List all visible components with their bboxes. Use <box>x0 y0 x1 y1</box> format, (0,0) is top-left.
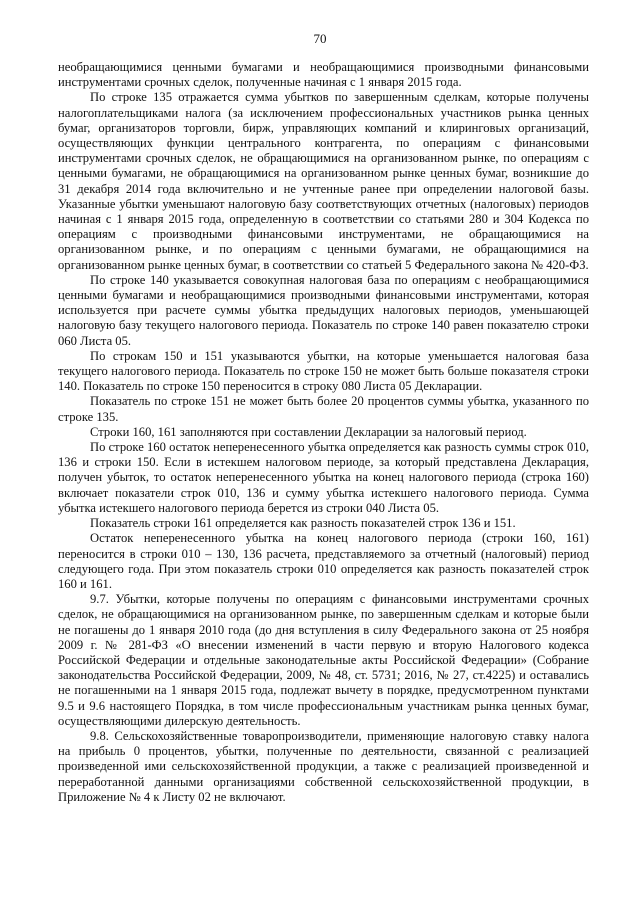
paragraph-line-151-limit: Показатель по строке 151 не может быть более 20 процентов суммы убытка, указанного по строке 135. <box>58 394 589 424</box>
paragraph-lines-160-161: Строки 160, 161 заполняются при составлении Декларации за налоговый период. <box>90 424 527 439</box>
paragraph-continuation: необращающимися ценными бумагами и необращающимися производными финансовыми инструментами срочных сделок, полученные начиная с 1 января 2015 года. <box>58 60 589 90</box>
paragraph-line-161: Показатель строки 161 определяется как разность показателей строк 136 и 151. <box>90 516 516 531</box>
paragraph-line-135: По строке 135 отражается сумма убытков по завершенным сделкам, которые получены налогоплательщиками налога (за исключением профессиональных участников рынка ценных бумаг, организаторов торговли, бирж, управляющих компаний и клиринговых организаций, осуществляющих функции центрального контрагента, по операциям с финансовыми инструментами срочных сделок, не обращающимися на организованном рынке, по операциям с ценными бумагами, не обращающимися на организованном рынке ценных бумаг, возникшие до 31 декабря 2014 года включительно и не учтенные ранее при определении налоговой базы. Указанные убытки уменьшают налоговую базу соответствующих отчетных (налоговых) периодов начиная с 1 января 2015 года, определенную в соответствии со статьями 280 и 304 Кодекса по операциям с производными финансовыми инструментами, не обращающимися на организованном рынке, и по операциям с ценными бумагами, не обращающимися на организованном рынке ценных бумаг, в соответствии со статьей 5 Федерального закона № 420-ФЗ. <box>58 90 589 272</box>
paragraph-line-160: По строке 160 остаток неперенесенного убытка определяется как разность суммы строк 010, 136 и строки 150. Если в истекшем налоговом периоде, за который представлена Декларация, получен убыток, то остаток неперенесенного убытка на конец налогового периода (строка 160) включает показатели строк 010, 136 и сумму убытка истекшего налогового периода. Сумма убытка истекшего налогового периода берется из строки 040 Листа 05. <box>58 440 589 515</box>
paragraph-section-9-7: 9.7. Убытки, которые получены по операциям с финансовыми инструментами срочных сделок, не обращающимися на организованном рынке, по завершенным сделкам и которые были не погашены до 1 января 2010 года (до дня вступления в силу Федерального закона от 25 ноября 2009 г. № 281-ФЗ «О внесении изменений в части первую и вторую Налогового кодекса Российской Федерации и отдельные законодательные акты Российской Федерации» (Собрание законодательства Российской Федерации, 2009, № 48, ст. 5731; 2016, № 27, ст.4225) и оставались не погашенными на 1 января 2015 года, подлежат вычету в порядке, предусмотренном пунктами 9.5 и 9.6 настоящего Порядка, в том числе профессиональным участникам рынка ценных бумаг, осуществляющими дилерскую деятельность. <box>58 592 589 728</box>
paragraph-loss-carryover: Остаток неперенесенного убытка на конец налогового периода (строки 160, 161) переносится в строки 010 – 130, 136 расчета, представляемого за отчетный (налоговый) период следующего года. При этом показатель строки 010 определяется как разность показателей строк 160 и 161. <box>58 531 589 591</box>
paragraph-section-9-8: 9.8. Сельскохозяйственные товаропроизводители, применяющие налоговую ставку налога на прибыль 0 процентов, убытки, полученные по деятельности, связанной с реализацией произведенной ими сельскохозяйственной продукции, а также с реализацией произведенной и переработанной данными организациями собственной сельскохозяйственной продукции, в Приложение № 4 к Листу 02 не включают. <box>58 728 589 804</box>
page-number: 70 <box>313 31 327 46</box>
body-text <box>58 60 589 805</box>
paragraph-lines-150-151: По строкам 150 и 151 указываются убытки, на которые уменьшается налоговая база текущего налогового периода. Показатель по строке 150 не может быть больше показателя строки 140. Показатель по строке 150 переносится в строку 080 Листа 05 Декларации. <box>58 348 589 394</box>
paragraph-line-140: По строке 140 указывается совокупная налоговая база по операциям с необращающимися ценными бумагами и необращающимися производными финансовыми инструментами, которая используется при расчете суммы убытка предыдущих налоговых периодов, уменьшающей налоговую базу текущего налогового периода. Показатель по строке 140 равен показателю строки 060 Листа 05. <box>58 272 589 348</box>
